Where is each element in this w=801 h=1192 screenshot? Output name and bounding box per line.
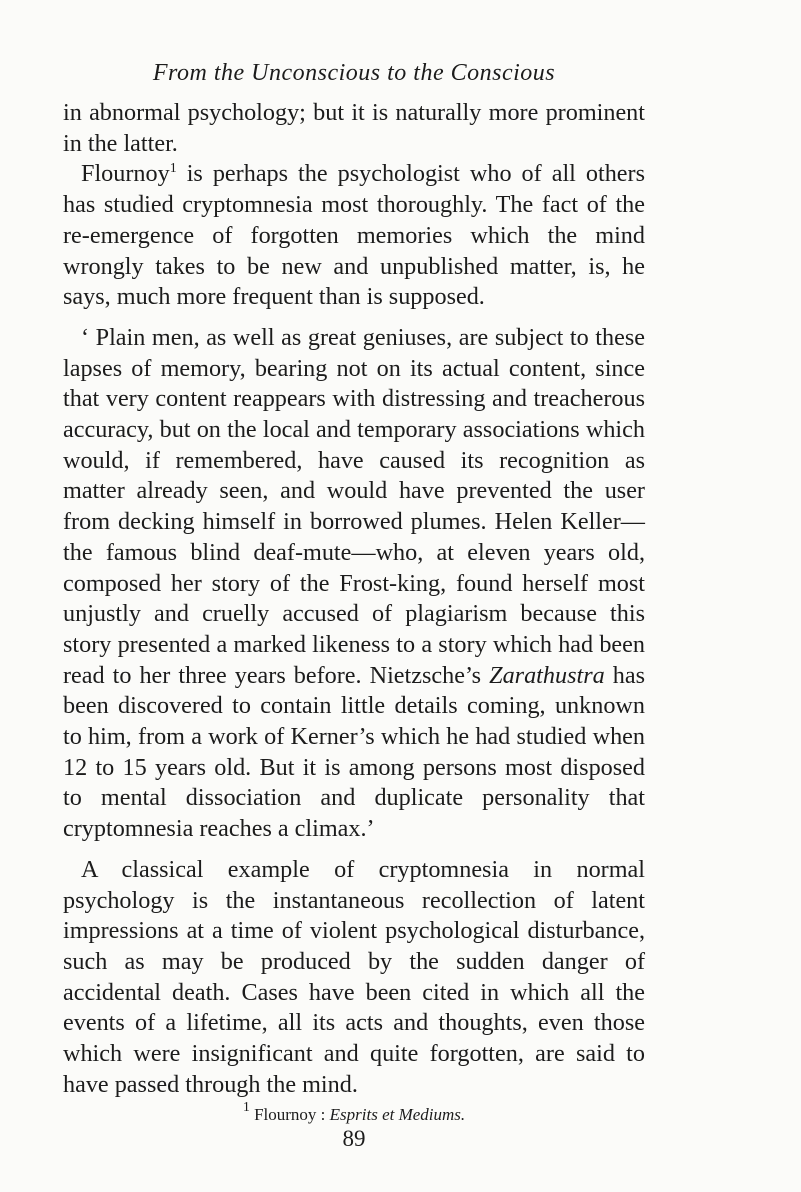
paragraph-continuation: in abnormal psychology; but it is naturally more prominent in the latter.: [63, 99, 645, 157]
footnote-reference: 1: [169, 161, 177, 177]
quotation-part-one: ‘ Plain men, as well as great geniuses, are subject to these lapses of memory, bearing not on its actual content, since that very content reappears with distressing and treacherous accuracy, but on the local and temporary associations which would, if remembered, have caused its recognition as matter already seen, and would have prevented the user from decking himself in borrowed plumes. Helen Keller—the famous blind deaf-mute—who, at eleven years old, composed her story of the Frost-king, found herself most unjustly and cruelly accused of plagiarism because this story presented a marked likeness to a story which had been read to her three years before. Nietzsche’s: [63, 323, 645, 689]
page-number: 89: [342, 1125, 366, 1151]
paragraph-flournoy: [63, 159, 645, 313]
paragraph-classical-example: A classical example of cryptomnesia in normal psychology is the instantaneous recollection of latent impressions at a time of violent psychological disturbance, such as may be produced by the sudden danger of accidental death. Cases have been cited in which all the events of a lifetime, all its acts and thoughts, even those which were insignificant and quite forgotten, are said to have passed through the mind.: [63, 855, 645, 1098]
quotation-book-title: Zarathustra: [489, 661, 605, 689]
footnote-title: Esprits et Mediums.: [329, 1104, 466, 1124]
running-head: From the Unconscious to the Conscious: [152, 60, 556, 86]
footnote: [63, 1099, 645, 1125]
paragraph-gap: [63, 313, 645, 323]
paragraph-gap: [63, 845, 645, 855]
paragraph-flournoy-rest: is perhaps the psychologist who of all others has studied cryptomnesia most thoroughly. The fact of the re-emergence of forgotten memories which the mind wrongly takes to be new and unpublished matter, is, he says, much more frequent than is supposed.: [63, 160, 645, 311]
book-page: [63, 58, 645, 1151]
paragraph-flournoy-start: Flournoy: [81, 160, 170, 188]
footnote-author: Flournoy :: [249, 1104, 330, 1124]
body-text: [63, 98, 645, 1101]
footnote-mark: 1: [242, 1099, 250, 1115]
block-quotation: [63, 323, 645, 845]
quotation-part-two: has been discovered to contain little details coming, unknown to him, from a work of Kerner’s which he had studied when 12 to 15 years old. But it is among persons most disposed to mental dissociation and duplicate personality that cryptomnesia reaches a climax.’: [63, 661, 645, 843]
